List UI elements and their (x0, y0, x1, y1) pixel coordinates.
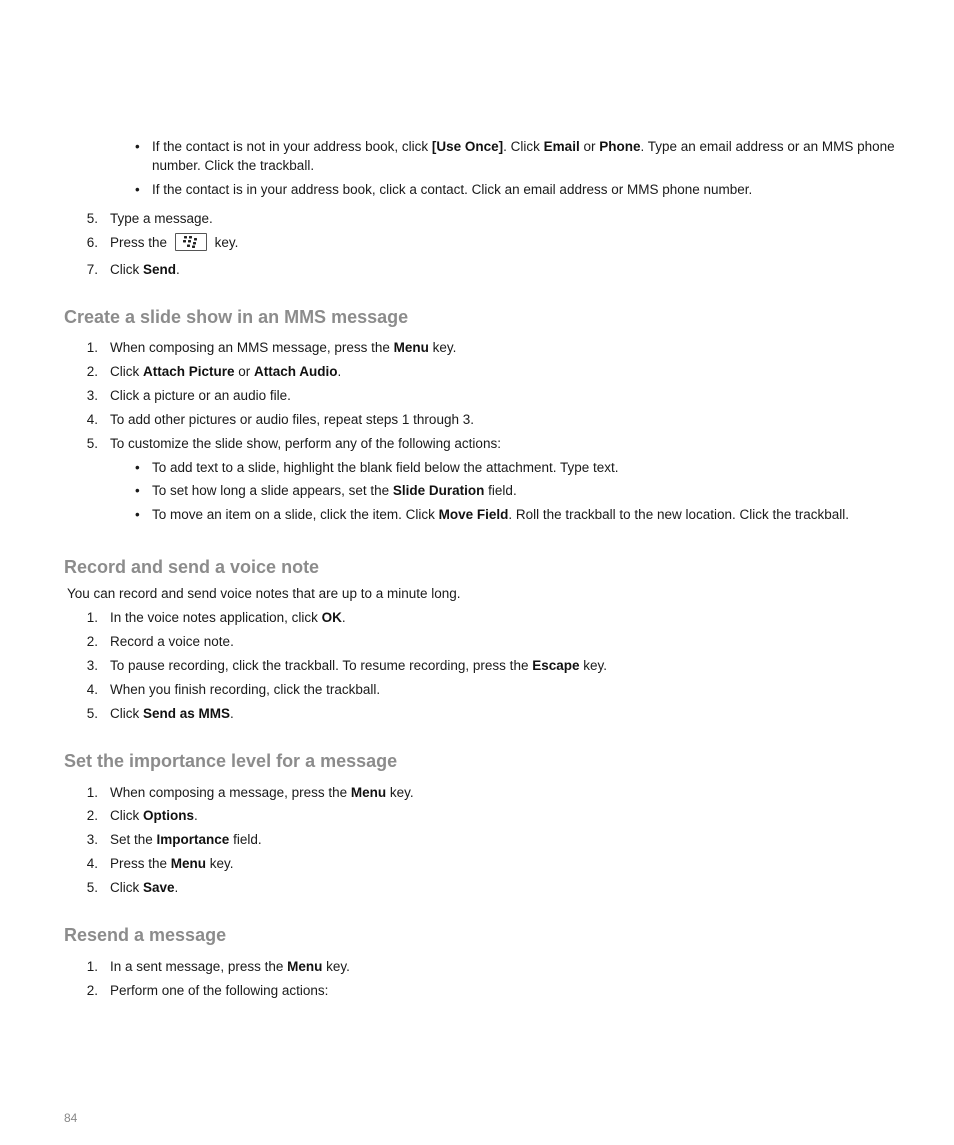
importance-label: Importance (156, 832, 230, 847)
step-text (110, 806, 198, 825)
step-text (110, 233, 238, 252)
step-number: 1. (86, 785, 98, 800)
text: To set how long a slide appears, set the (152, 483, 393, 498)
text: Click (110, 880, 143, 895)
step-number: 5. (86, 706, 98, 721)
step-text: Type a message. (110, 211, 213, 226)
bullet-dot: • (135, 139, 140, 154)
text: field. (484, 483, 517, 498)
menu-label: Menu (170, 856, 207, 871)
text: . Click (503, 139, 544, 154)
text: key. (214, 235, 239, 250)
options-label: Options (143, 808, 194, 823)
step-text: When you finish recording, click the trackball. (110, 682, 381, 697)
use-once-label: [Use Once] (431, 139, 504, 154)
text: If the contact is not in your address book, click (152, 139, 432, 154)
step-text (110, 704, 234, 723)
ok-label: OK (321, 610, 342, 625)
text: Click (110, 706, 143, 721)
bullet-dot: • (135, 460, 140, 475)
step-number: 5. (86, 880, 98, 895)
step-number: 2. (86, 808, 98, 823)
step-text: Record a voice note. (110, 634, 234, 649)
text: Set the (110, 832, 157, 847)
step-text: Perform one of the following actions: (110, 983, 329, 998)
phone-label: Phone (599, 139, 641, 154)
bullet-dot: • (135, 182, 140, 197)
bullet-item-continued: number. Click the trackball. (152, 158, 315, 173)
step-text (110, 608, 346, 627)
step-text (110, 338, 456, 357)
text: Click (110, 262, 143, 277)
step-text: To add other pictures or audio files, repeat steps 1 through 3. (110, 412, 474, 427)
step-text (110, 656, 607, 675)
page-number: 84 (64, 1111, 78, 1125)
text: Press the (110, 856, 171, 871)
text: . (194, 808, 198, 823)
menu-label: Menu (350, 785, 387, 800)
step-text (110, 957, 350, 976)
text: key. (386, 785, 414, 800)
send-label: Send (143, 262, 177, 277)
step-number: 3. (86, 388, 98, 403)
bullet-dot: • (135, 483, 140, 498)
step-number: 4. (86, 856, 98, 871)
text: When composing an MMS message, press the (110, 340, 394, 355)
slide-duration-label: Slide Duration (392, 483, 485, 498)
menu-label: Menu (393, 340, 429, 355)
escape-label: Escape (532, 658, 580, 673)
text: or (234, 364, 255, 379)
bullet-item (152, 481, 517, 500)
text: . (337, 364, 342, 379)
step-text (110, 362, 341, 381)
step-number: 4. (86, 412, 98, 427)
step-text: Click a picture or an audio file. (110, 388, 291, 403)
menu-label: Menu (287, 959, 323, 974)
step-number: 4. (86, 682, 98, 697)
step-number: 3. (86, 832, 98, 847)
step-number: 2. (86, 634, 98, 649)
section-heading-voicenote: Record and send a voice note (64, 557, 320, 577)
text: . (341, 610, 346, 625)
email-label: Email (543, 139, 580, 154)
section-intro: You can record and send voice notes that are up to a minute long. (67, 586, 461, 601)
text: To pause recording, click the trackball. To resume recording, press the (110, 658, 533, 673)
text: In a sent message, press the (110, 959, 288, 974)
text: . (174, 880, 179, 895)
save-label: Save (143, 880, 175, 895)
step-number: 5. (86, 436, 98, 451)
step-text (110, 830, 262, 849)
section-heading-slideshow: Create a slide show in an MMS message (64, 307, 409, 327)
blackberry-menu-key-icon (175, 233, 207, 251)
step-text (110, 854, 234, 873)
text: . Type an email address or an MMS phone (640, 139, 895, 154)
step-number: 2. (86, 983, 98, 998)
text: Click (110, 808, 143, 823)
send-as-mms-label: Send as MMS (143, 706, 231, 721)
bullet-item: If the contact is in your address book, click a contact. Click an email address or MMS phone number. (152, 182, 753, 197)
text: To move an item on a slide, click the item. Click (152, 507, 439, 522)
text: field. (229, 832, 262, 847)
step-text (110, 260, 180, 279)
step-number: 1. (86, 340, 98, 355)
step-number: 1. (86, 959, 98, 974)
attach-picture-label: Attach Picture (143, 364, 235, 379)
step-number: 1. (86, 610, 98, 625)
bullet-item (152, 137, 895, 156)
bullet-item (152, 505, 849, 524)
text: Click (110, 364, 143, 379)
text: key. (206, 856, 234, 871)
step-text (110, 878, 178, 897)
move-field-label: Move Field (438, 507, 509, 522)
step-number: 6. (86, 235, 98, 250)
section-heading-importance: Set the importance level for a message (64, 751, 398, 771)
step-number: 3. (86, 658, 98, 673)
bullet-item: To add text to a slide, highlight the blank field below the attachment. Type text. (152, 460, 619, 475)
text: key. (579, 658, 608, 673)
text: In the voice notes application, click (110, 610, 322, 625)
attach-audio-label: Attach Audio (254, 364, 338, 379)
text: . Roll the trackball to the new location. Click the trackball. (508, 507, 850, 522)
step-text (110, 783, 414, 802)
text: key. (322, 959, 350, 974)
text: When composing a message, press the (110, 785, 351, 800)
step-text: To customize the slide show, perform any of the following actions: (110, 436, 501, 451)
step-number: 7. (86, 262, 98, 277)
section-heading-resend: Resend a message (64, 925, 227, 945)
step-number: 2. (86, 364, 98, 379)
step-number: 5. (86, 211, 98, 226)
text: or (579, 139, 600, 154)
bullet-dot: • (135, 507, 140, 522)
text: . (176, 262, 180, 277)
text: Press the (110, 235, 168, 250)
text: key. (428, 340, 457, 355)
text: . (230, 706, 234, 721)
